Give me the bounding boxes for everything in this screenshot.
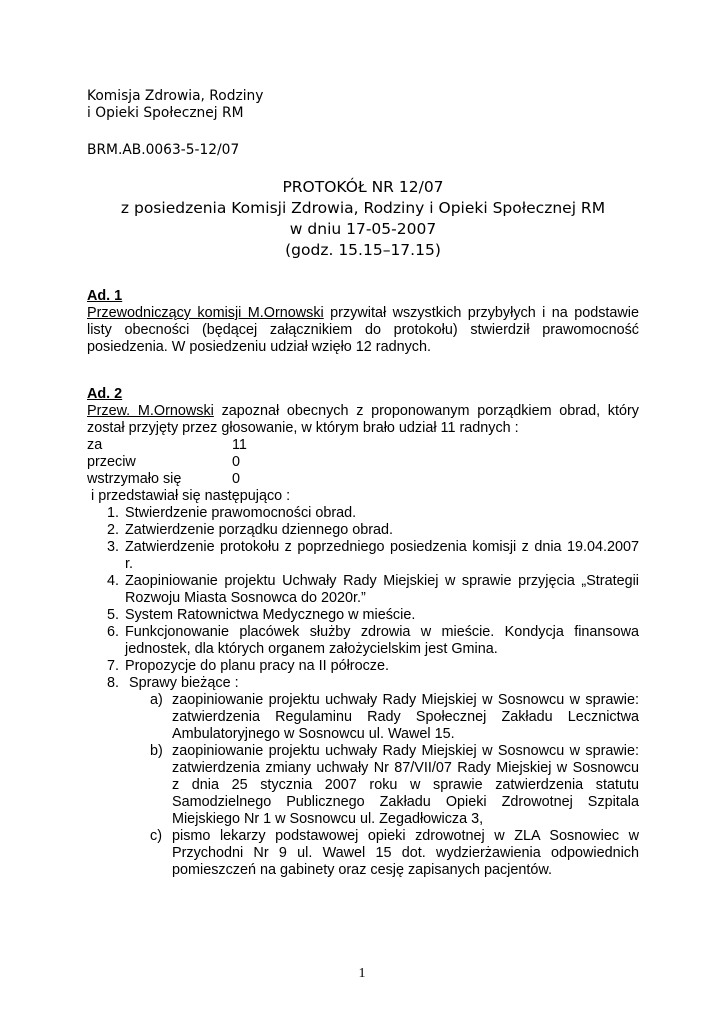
committee-header	[87, 88, 263, 122]
vote-results	[87, 437, 639, 488]
agenda-item-text: Zaopiniowanie projektu Uchwały Rady Miejskiej w sprawie przyjęcia „Strategii Rozwoju Miasta Sosnowca do 2020r.”	[125, 573, 639, 606]
ad1-lead: Przewodniczący komisji M.Ornowski	[87, 305, 324, 321]
vote-row	[87, 454, 639, 471]
ad2-paragraph	[87, 403, 639, 437]
vote-label: wstrzymało się	[87, 471, 182, 487]
sub-item	[87, 743, 639, 828]
section-ad2	[87, 386, 639, 879]
agenda-item	[87, 607, 639, 624]
agenda-item-text: Stwierdzenie prawomocności obrad.	[125, 505, 357, 521]
vote-label: przeciw	[87, 454, 136, 470]
sub-item-letter: c)	[150, 828, 162, 844]
sub-item	[87, 828, 639, 879]
page-number: 1	[358, 966, 366, 981]
vote-row	[87, 471, 639, 488]
title-line2: z posiedzenia Komisji Zdrowia, Rodziny i Opieki Społecznej RM	[120, 199, 606, 217]
agenda-item	[87, 539, 639, 573]
sub-item	[87, 692, 639, 743]
section-ad1	[87, 288, 639, 356]
sub-item-letter: a)	[150, 692, 163, 708]
agenda-item	[87, 522, 639, 539]
vote-value: 0	[232, 454, 241, 470]
ad2-lead: Przew. M.Ornowski	[87, 403, 214, 419]
vote-row	[87, 437, 639, 454]
title-line3: w dniu 17-05-2007	[289, 220, 437, 238]
agenda-item-number: 7.	[107, 658, 120, 674]
title-line1: PROTOKÓŁ NR 12/07	[282, 178, 444, 196]
sub-item-text: pismo lekarzy podstawowej opieki zdrowotnej w ZLA Sosnowiec w Przychodni Nr 9 ul. Wawel 15 dot. wydzierżawienia odpowiednich pomieszczeń na gabinety oraz cesję zapisanych pacjentów.	[172, 828, 639, 878]
agenda-item	[87, 573, 639, 607]
agenda-item-number: 5.	[107, 607, 120, 623]
current-matters-list	[125, 692, 639, 879]
agenda-list	[87, 505, 639, 879]
sub-item-text: zaopiniowanie projektu uchwały Rady Miejskiej w Sosnowcu w sprawie: zatwierdzenia Regulaminu Rady Społecznej Zakładu Lecznictwa Ambulatoryjnego w Sosnowcu ul. Wawel 15.	[172, 692, 639, 742]
ad1-text: przywitał wszystkich przybyłych i na podstawie listy obecności (będącej załącznikiem do protokołu) stwierdził prawomocność posiedzenia. W posiedzeniu udział wzięło 12 radnych.	[87, 305, 639, 355]
ad1-paragraph	[87, 305, 639, 356]
title-line4: (godz. 15.15–17.15)	[285, 241, 441, 259]
vote-value: 0	[232, 471, 241, 487]
agenda-item-number: 8.	[107, 675, 120, 691]
vote-label: za	[87, 437, 103, 453]
agenda-item	[87, 505, 639, 522]
agenda-item-number: 4.	[107, 573, 120, 589]
agenda-item-number: 1.	[107, 505, 120, 521]
agenda-intro: i przedstawiał się następująco :	[87, 488, 291, 504]
committee-name-line1: Komisja Zdrowia, Rodziny	[87, 88, 264, 104]
ad2-text: zapoznał obecnych z proponowanym porządkiem obrad, który został przyjęty przez głosowanie, w którym brało udział 11 radnych :	[87, 403, 639, 436]
sub-item-letter: b)	[150, 743, 163, 759]
document-signature: BRM.AB.0063-5-12/07	[87, 142, 240, 158]
agenda-item	[87, 675, 639, 879]
agenda-item-number: 6.	[107, 624, 120, 640]
vote-value: 11	[232, 437, 247, 453]
committee-name-line2: i Opieki Społecznej RM	[87, 105, 244, 121]
agenda-item-text: Zatwierdzenie protokołu z poprzedniego posiedzenia komisji z dnia 19.04.2007 r.	[125, 539, 639, 572]
agenda-item-text: Sprawy bieżące :	[125, 675, 239, 691]
agenda-item	[87, 624, 639, 658]
agenda-item	[87, 658, 639, 675]
agenda-item-number: 3.	[107, 539, 120, 555]
sub-item-text: zaopiniowanie projektu uchwały Rady Miejskiej w Sosnowcu w sprawie: zatwierdzenia zmiany uchwały Nr 87/VII/07 Rady Miejskiej w Sosnowcu z dnia 25 stycznia 2007 roku w sprawie zatwierdzenia statutu Samodzielnego Publicznego Zakładu Opieki Zdrowotnej Szpitala Miejskiego Nr 1 w Sosnowcu ul. Zegadłowicza 3,	[172, 743, 639, 827]
agenda-item-number: 2.	[107, 522, 120, 538]
ad2-heading: Ad. 2	[87, 386, 123, 402]
agenda-item-text: System Ratownictwa Medycznego w mieście.	[125, 607, 416, 623]
agenda-item-text: Propozycje do planu pracy na II półrocze.	[125, 658, 389, 674]
document-title	[87, 177, 639, 261]
agenda-item-text: Zatwierdzenie porządku dziennego obrad.	[125, 522, 393, 538]
ad1-heading: Ad. 1	[87, 288, 123, 304]
agenda-item-text: Funkcjonowanie placówek służby zdrowia w mieście. Kondycja finansowa jednostek, dla których organem założycielskim jest Gmina.	[125, 624, 639, 657]
